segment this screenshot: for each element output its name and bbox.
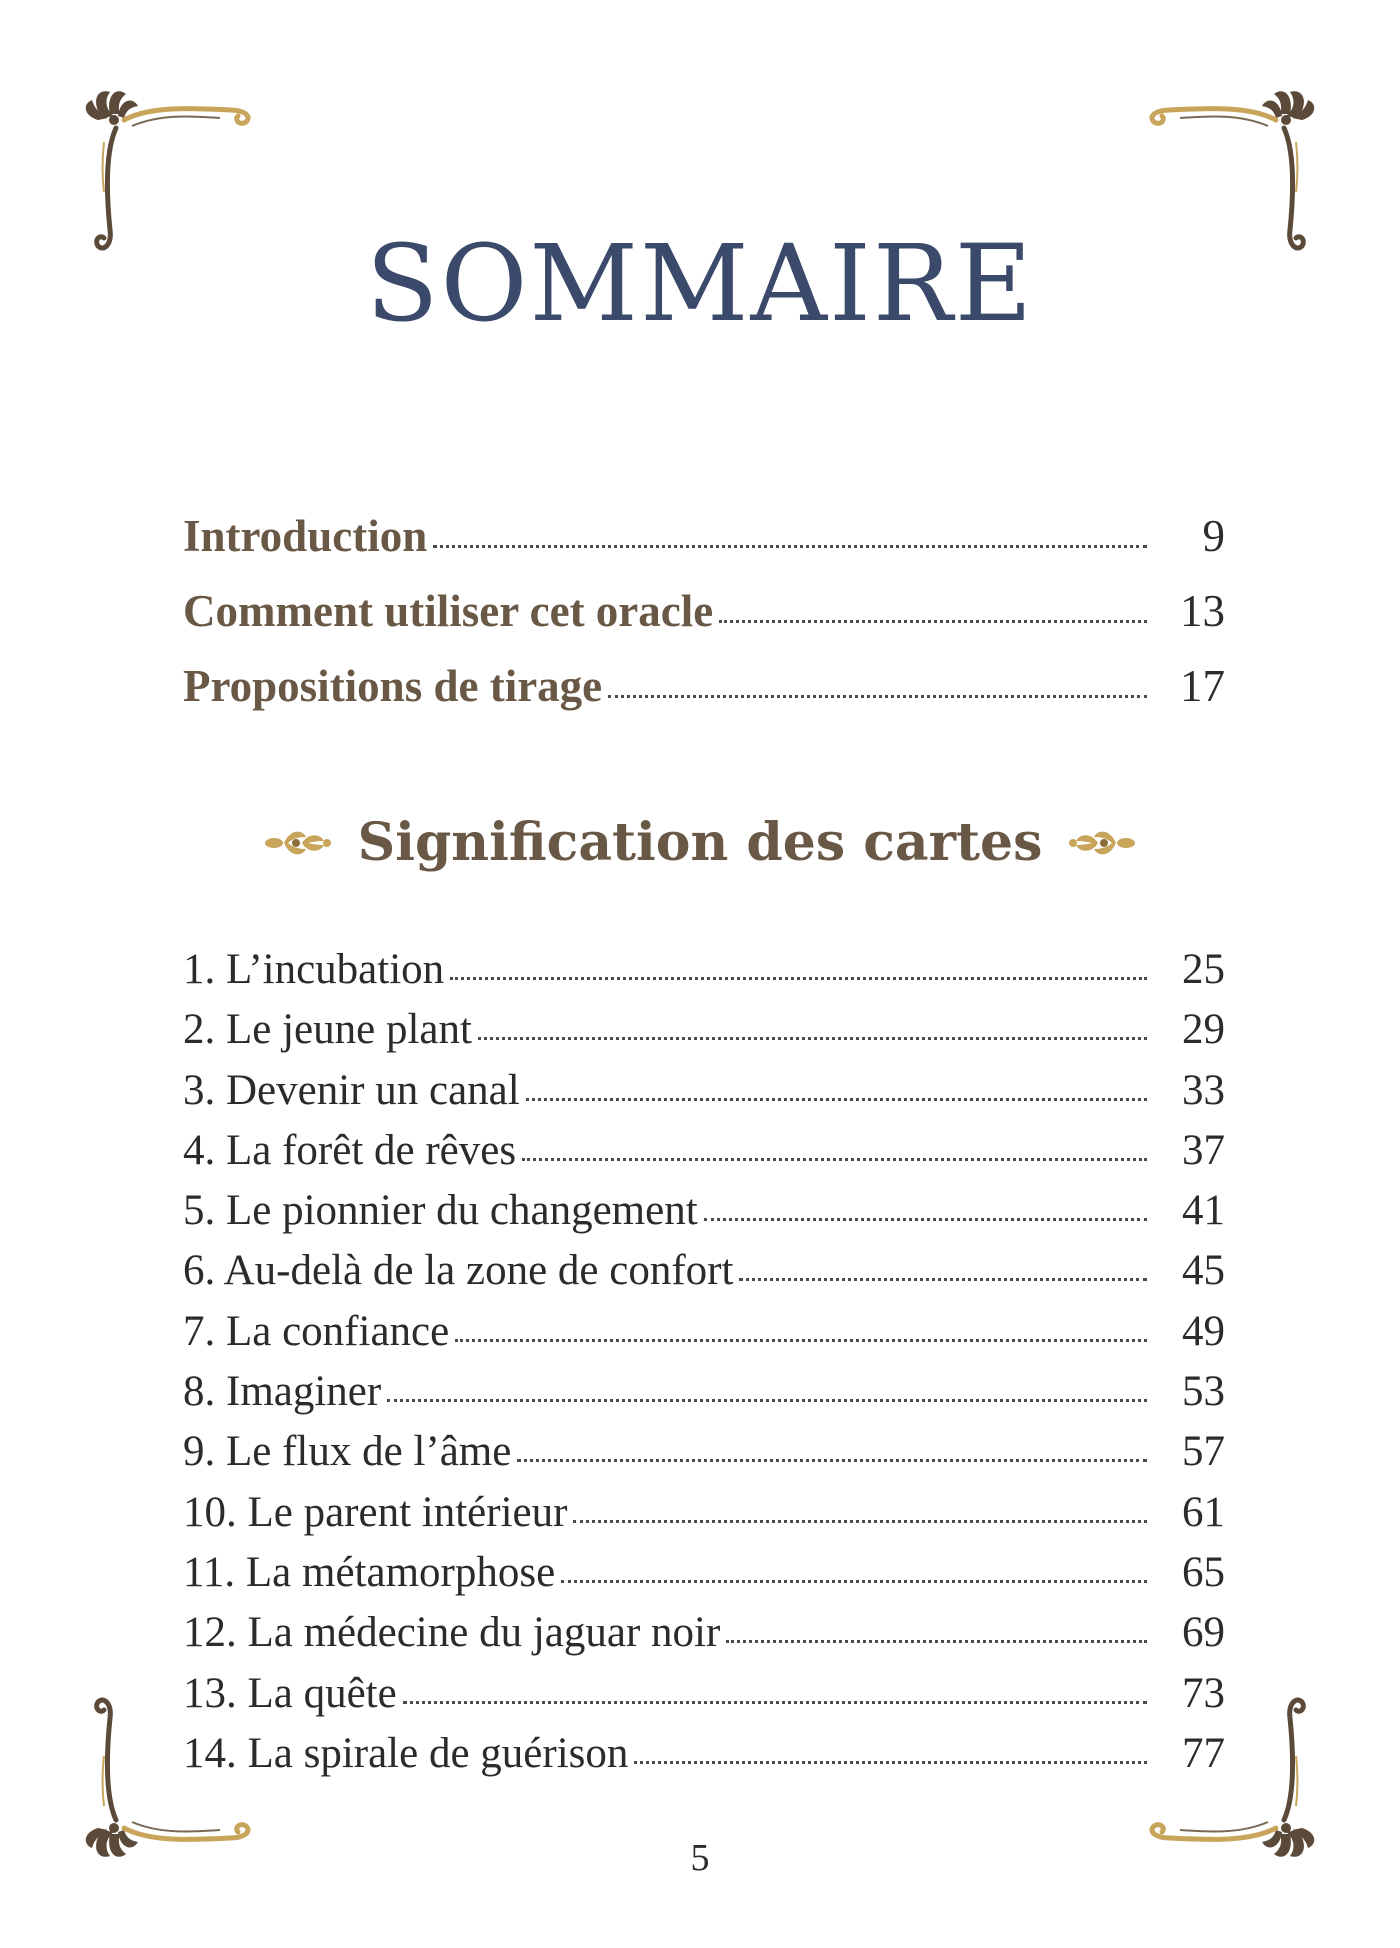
toc-entry-page: 53	[1182, 1368, 1225, 1416]
page-number: 5	[690, 1837, 710, 1879]
toc-entry-label: 14. La spirale de guérison	[183, 1729, 629, 1777]
toc-leader-dots	[634, 1761, 1147, 1764]
toc-leader-dots	[433, 545, 1147, 548]
toc-entry-page: 17	[1180, 661, 1225, 711]
toc-entry-label: 12. La médecine du jaguar noir	[183, 1609, 721, 1657]
toc-leader-dots	[719, 620, 1147, 623]
floral-ornament-icon	[262, 823, 332, 863]
toc-entry[interactable]	[183, 1246, 1225, 1306]
toc-entry[interactable]	[183, 945, 1225, 1005]
toc-entry-page: 9	[1202, 511, 1225, 561]
toc-entry-page: 13	[1180, 586, 1225, 636]
toc-leader-dots	[526, 1098, 1147, 1101]
toc-entry[interactable]	[183, 1488, 1225, 1548]
toc-leader-dots	[608, 695, 1147, 698]
toc-leader-dots	[522, 1158, 1147, 1161]
toc-leader-dots	[403, 1701, 1147, 1704]
toc-entry-label: 13. La quête	[183, 1669, 397, 1717]
toc-entry-page: 49	[1182, 1307, 1225, 1355]
toc-entry-page: 45	[1182, 1247, 1225, 1295]
toc-entry-page: 65	[1182, 1548, 1225, 1596]
toc-entry-page: 33	[1182, 1066, 1225, 1114]
toc-entry[interactable]	[183, 1669, 1225, 1729]
toc-entry[interactable]	[183, 660, 1225, 735]
toc-entry-label: 3. Devenir un canal	[183, 1066, 520, 1114]
toc-leader-dots	[517, 1459, 1147, 1462]
toc-entry-page: 37	[1182, 1126, 1225, 1174]
toc-entry[interactable]	[183, 1427, 1225, 1487]
toc-leader-dots	[387, 1399, 1147, 1402]
toc-entry-page: 41	[1182, 1187, 1225, 1235]
toc-leader-dots	[704, 1218, 1147, 1221]
toc-entry-label: 11. La métamorphose	[183, 1548, 556, 1596]
toc-entry-page: 69	[1182, 1609, 1225, 1657]
toc-entry-page: 77	[1182, 1729, 1225, 1777]
toc-entry[interactable]	[183, 1729, 1225, 1789]
toc-intro-list	[183, 510, 1225, 735]
toc-entry[interactable]	[183, 1186, 1225, 1246]
toc-entry[interactable]	[183, 1548, 1225, 1608]
toc-entry-page: 73	[1182, 1669, 1225, 1717]
section-title: Signification des cartes	[357, 812, 1043, 873]
toc-entry-label: 4. La forêt de rêves	[183, 1126, 517, 1174]
toc-entry-label: 10. Le parent intérieur	[183, 1488, 568, 1536]
toc-entry-label: 9. Le flux de l’âme	[183, 1428, 512, 1476]
toc-entry[interactable]	[183, 1005, 1225, 1065]
toc-leader-dots	[561, 1580, 1147, 1583]
toc-entry[interactable]	[183, 1307, 1225, 1367]
toc-entry-label: 7. La confiance	[183, 1307, 450, 1355]
toc-entry[interactable]	[183, 585, 1225, 660]
page-title: SOMMAIRE	[365, 222, 1035, 345]
toc-leader-dots	[450, 977, 1147, 980]
toc-leader-dots	[739, 1278, 1147, 1281]
toc-cards-list	[183, 945, 1225, 1789]
toc-entry-page: 61	[1182, 1488, 1225, 1536]
toc-entry-page: 57	[1182, 1428, 1225, 1476]
toc-entry[interactable]	[183, 510, 1225, 585]
toc-entry-label: Comment utiliser cet oracle	[183, 586, 714, 636]
toc-entry-label: 8. Imaginer	[183, 1368, 382, 1416]
toc-entry-label: 6. Au-delà de la zone de confort	[183, 1247, 734, 1295]
toc-entry[interactable]	[183, 1608, 1225, 1668]
toc-entry-label: 2. Le jeune plant	[183, 1006, 472, 1054]
toc-leader-dots	[455, 1339, 1147, 1342]
toc-entry-label: 5. Le pionnier du changement	[183, 1187, 698, 1235]
toc-entry-page: 29	[1182, 1006, 1225, 1054]
toc-entry[interactable]	[183, 1126, 1225, 1186]
toc-leader-dots	[573, 1520, 1147, 1523]
section-heading	[0, 812, 1400, 873]
floral-ornament-icon	[1068, 823, 1138, 863]
toc-entry-label: Introduction	[183, 511, 428, 561]
toc-leader-dots	[726, 1640, 1147, 1643]
toc-entry-page: 25	[1182, 946, 1225, 993]
toc-leader-dots	[478, 1037, 1147, 1040]
toc-entry[interactable]	[183, 1066, 1225, 1126]
toc-entry-label: 1. L’incubation	[183, 946, 445, 993]
toc-entry-label: Propositions de tirage	[183, 661, 603, 711]
toc-entry[interactable]	[183, 1367, 1225, 1427]
